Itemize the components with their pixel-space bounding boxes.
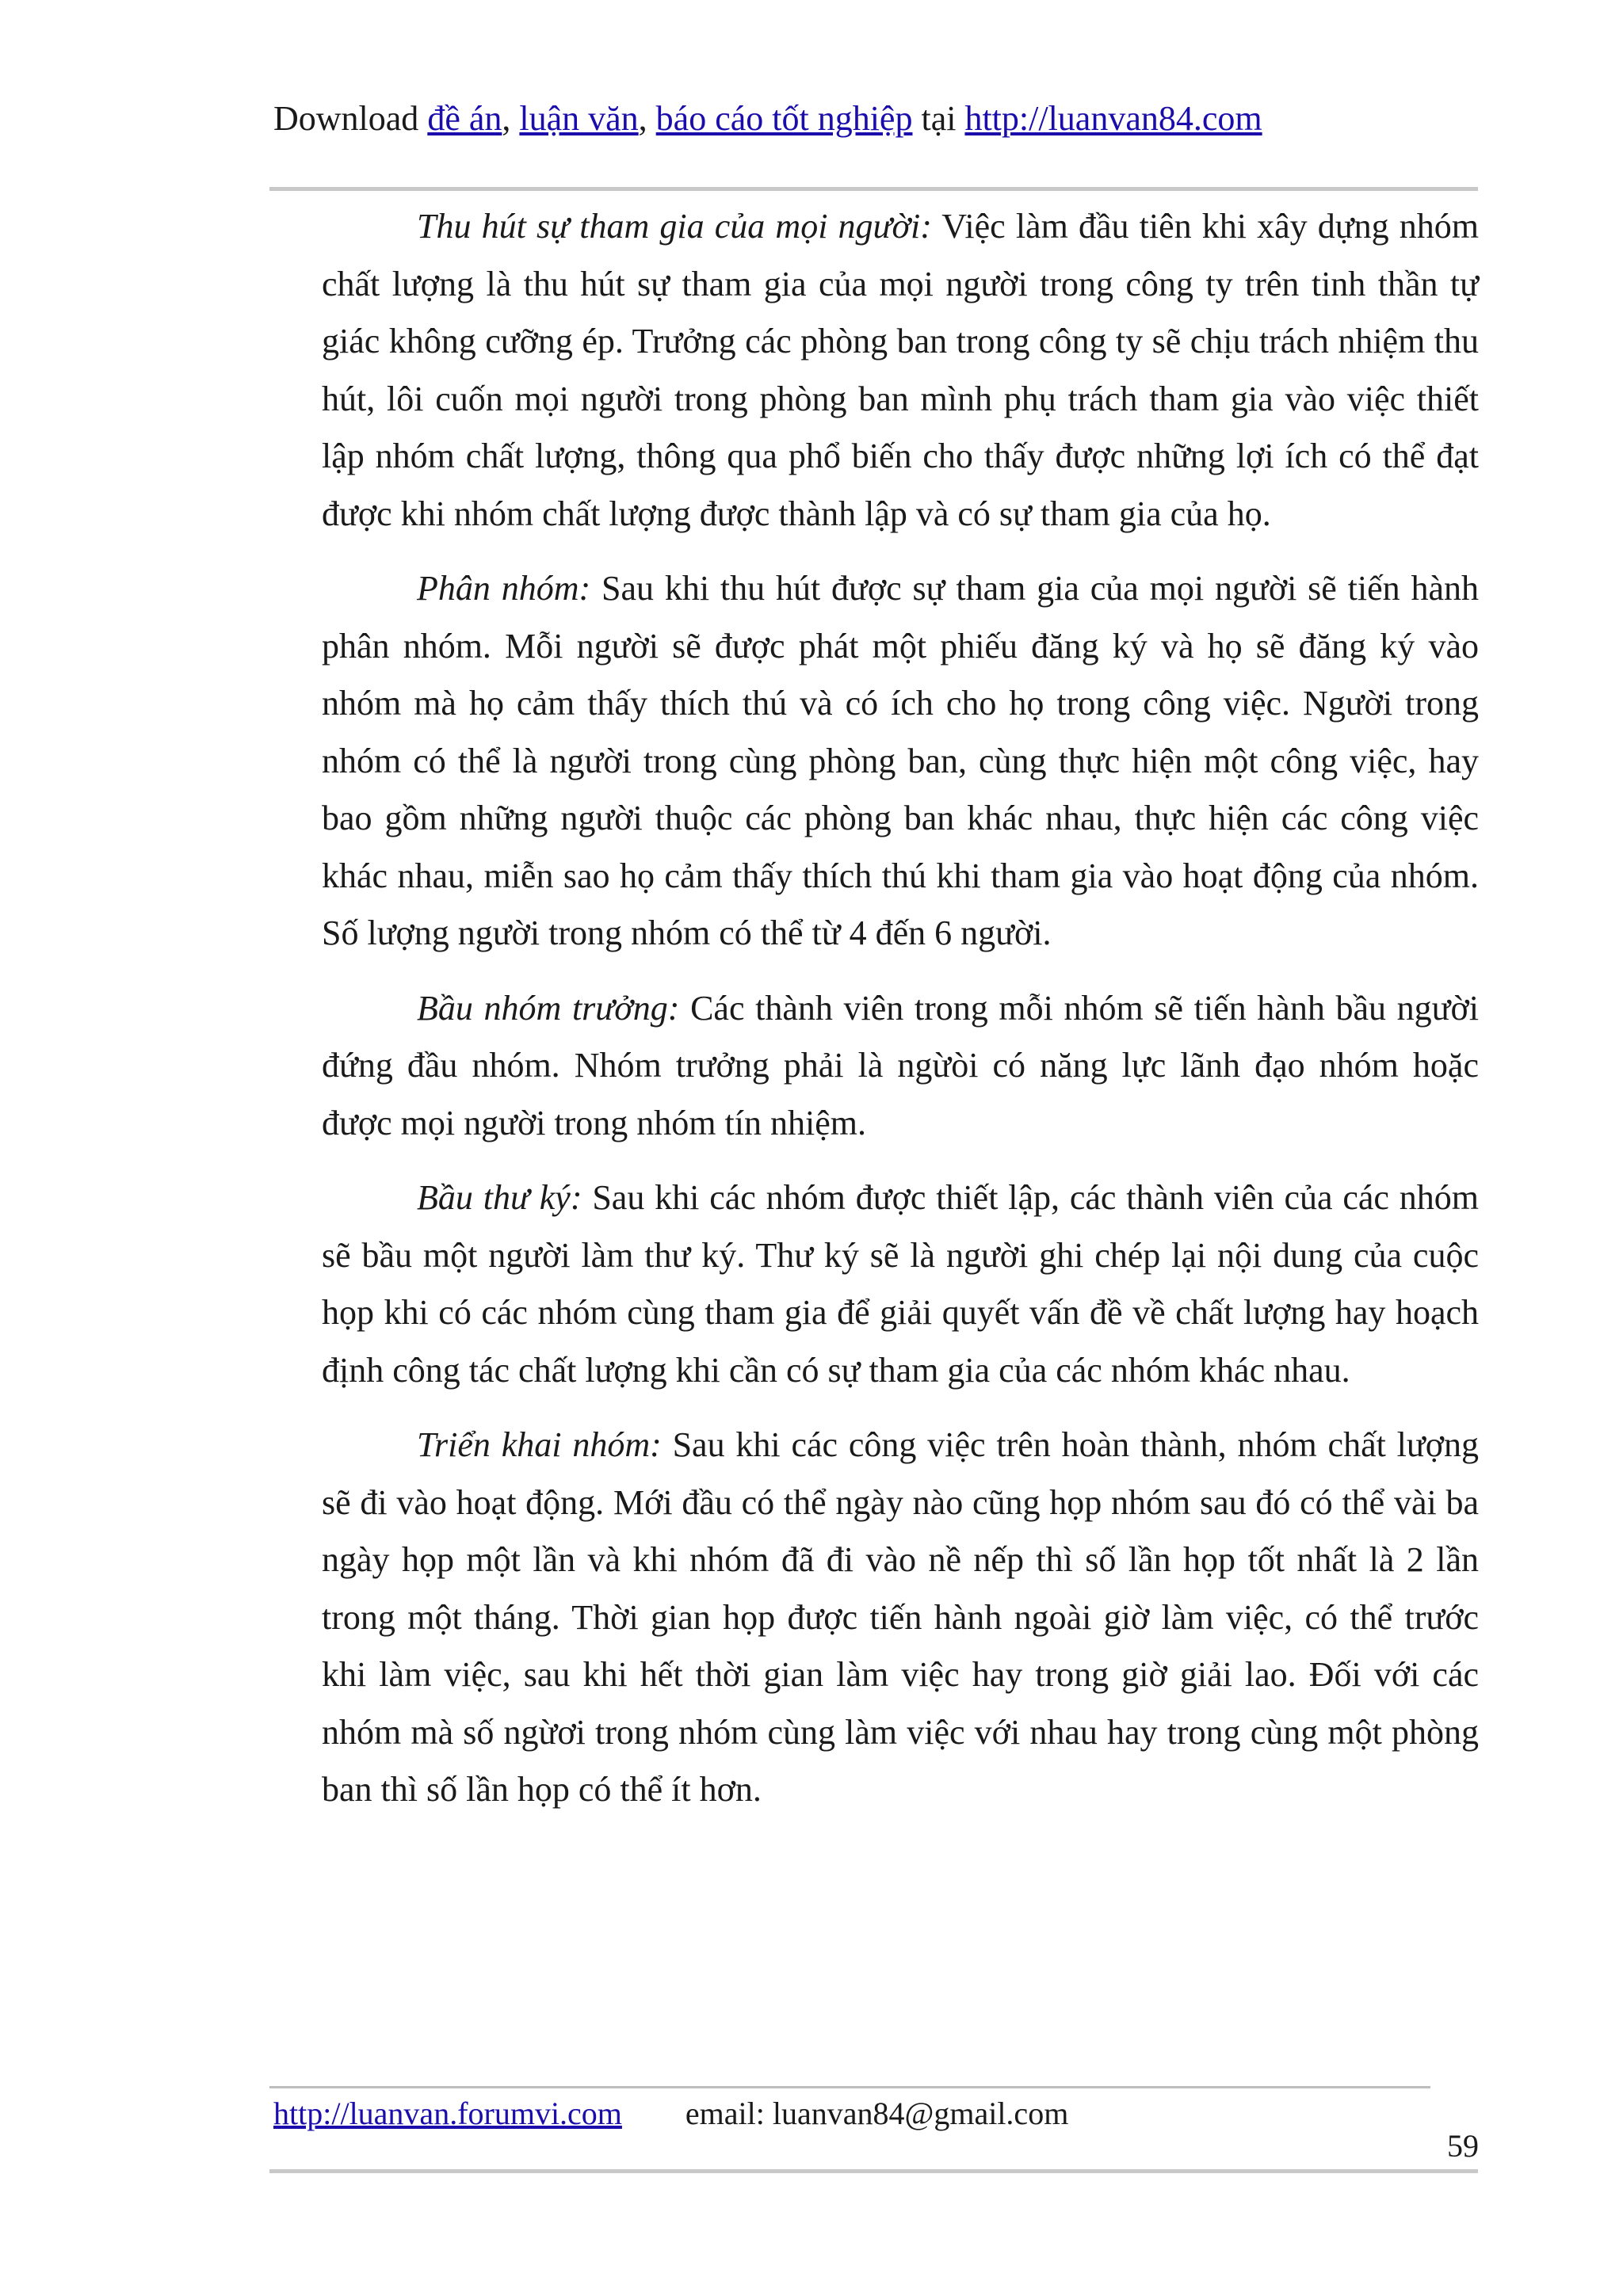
paragraph-text: Sau khi các công việc trên hoàn thành, nhóm chất lượng sẽ đi vào hoạt động. Mới đầu có thể ngày nào cũng họp nhóm sau đó có thể vài ba ngày họp một lần và khi nhóm đã đi vào nề nếp thì số lần họp tốt nhất là 2 lần trong một tháng. Thời gian họp được tiến hành ngoài giờ làm việc, có thể trước khi làm việc, sau khi hết thời gian làm việc hay trong giờ giải lao. Đối với các nhóm mà số ngừơi trong nhóm cùng làm việc với nhau hay trong cùng một phòng ban thì số lần họp có thể ít hơn. xyxy=(322,1425,1479,1809)
paragraph-lead: Bầu nhóm trưởng: xyxy=(417,988,680,1028)
link-de-an[interactable]: đề án xyxy=(427,99,502,138)
header-middle-text: tại xyxy=(912,99,965,138)
page-footer xyxy=(273,2092,1068,2136)
paragraph xyxy=(322,980,1479,1153)
link-bao-cao-tot-nghiep[interactable]: báo cáo tốt nghiệp xyxy=(655,99,913,138)
paragraph-text: Các thành viên trong mỗi nhóm sẽ tiến hành bầu người đứng đầu nhóm. Nhóm trưởng phải là ngừòi có năng lực lãnh đạo nhóm hoặc được mọi người trong nhóm tín nhiệm. xyxy=(322,988,1479,1142)
paragraph-text: Việc làm đầu tiên khi xây dựng nhóm chất lượng là thu hút sự tham gia của mọi người trong công ty trên tinh thần tự giác không cưỡng ép. Trưởng các phòng ban trong công ty sẽ chịu trách nhiệm thu hút, lôi cuốn mọi người trong phòng ban mình phụ trách tham gia vào việc thiết lập nhóm chất lượng, thông qua phổ biến cho thấy được những lợi ích có thể đạt được khi nhóm chất lượng được thành lập và có sự tham gia của họ. xyxy=(322,207,1479,533)
link-luan-van[interactable]: luận văn xyxy=(519,99,639,138)
paragraph xyxy=(322,198,1479,543)
paragraph xyxy=(322,1417,1479,1819)
header-divider xyxy=(269,187,1478,191)
paragraph-text: Sau khi thu hút được sự tham gia của mọi người sẽ tiến hành phân nhóm. Mỗi người sẽ được phát một phiếu đăng ký và họ sẽ đăng ký vào nhóm mà họ cảm thấy thích thú và có ích cho họ trong công việc. Người trong nhóm có thể là người trong cùng phòng ban, cùng thực hiện một công việc, hay bao gồm những người thuộc các phòng ban khác nhau, thực hiện các công việc khác nhau, miễn sao họ cảm thấy thích thú khi tham gia vào hoạt động của nhóm. Số lượng người trong nhóm có thể từ 4 đến 6 người. xyxy=(322,569,1479,952)
footer-forum-link[interactable]: http://luanvan.forumvi.com xyxy=(273,2096,622,2131)
paragraph xyxy=(322,560,1479,963)
paragraph-lead: Phân nhóm: xyxy=(417,569,591,608)
page-number: 59 xyxy=(1447,2128,1479,2164)
header-separator: , xyxy=(638,99,656,138)
paragraph xyxy=(322,1169,1479,1399)
bottom-divider xyxy=(269,2169,1478,2173)
footer-email: email: luanvan84@gmail.com xyxy=(685,2096,1069,2131)
paragraph-text: Sau khi các nhóm được thiết lập, các thành viên của các nhóm sẽ bầu một người làm thư ký. Thư ký sẽ là người ghi chép lại nội dung của cuộc họp khi có các nhóm cùng tham gia để giải quyết vấn đề về chất lượng hay hoạch định công tác chất lượng khi cần có sự tham gia của các nhóm khác nhau. xyxy=(322,1178,1480,1390)
header-prefix: Download xyxy=(273,99,428,138)
paragraph-lead: Thu hút sự tham gia của mọi người: xyxy=(417,207,932,246)
paragraph-lead: Triển khai nhóm: xyxy=(417,1425,662,1464)
header-separator: , xyxy=(502,99,520,138)
footer-divider xyxy=(269,2086,1430,2088)
paragraph-lead: Bầu thư ký: xyxy=(417,1178,582,1217)
page-header xyxy=(273,95,1262,143)
link-luanvan84[interactable]: http://luanvan84.com xyxy=(964,99,1262,138)
document-body xyxy=(322,198,1479,1836)
